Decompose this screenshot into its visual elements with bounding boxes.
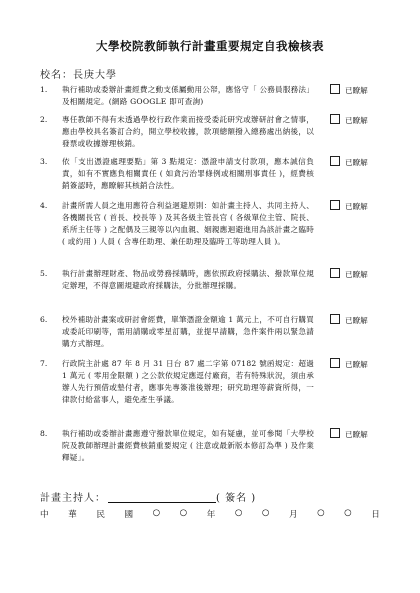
checkbox-square[interactable] — [330, 114, 340, 124]
item-text: 行政院主計處 87 年 8 月 31 日台 87 處二字第 07182 號函規定：超過 1 萬元 ( 零用金限額 ) 之公款依規定應逕付廠商，若有特殊狀況，須由承辦人先行預借或墊付者，應事先專簽准後辦理；研究助理等薪資所得，一律款付給當事人，避免產生爭議。 — [62, 359, 314, 404]
understood-checkbox[interactable] — [330, 314, 368, 327]
date-char: 月 — [288, 510, 298, 520]
checkbox-label: 已瞭解 — [345, 360, 368, 369]
checkbox-label: 已瞭解 — [345, 202, 368, 211]
signature-label: 計畫主持人： — [40, 493, 106, 504]
item-text: 依「支出憑證處理要點」第 3 點規定：憑證申請支付款項，應本誠信負責，如有不實應負相關責任 ( 如貪污治罪條例或相關刑事責任 )，經費核銷簽認時，應瞭解其核銷合法性。 — [62, 157, 314, 190]
item-number: 6. — [40, 315, 48, 324]
school-name: 校名：長庚大學 — [40, 70, 117, 81]
date-line — [40, 508, 380, 520]
item-text: 執行補助或委辦計畫經費之動支係屬動用公帑，應恪守「 公務員服務法」及相關規定。(網路 GOOGLE 即可查詢) — [62, 85, 315, 106]
date-char: 日 — [371, 510, 380, 520]
item-number: 5. — [40, 269, 48, 278]
checkbox-square[interactable] — [330, 268, 340, 278]
understood-checkbox[interactable] — [330, 84, 368, 97]
checkbox-square[interactable] — [330, 84, 340, 94]
checkbox-label: 已瞭解 — [345, 316, 368, 325]
checkbox-label: 已瞭解 — [345, 430, 368, 439]
date-char: ○ — [261, 508, 270, 518]
date-char: ○ — [344, 508, 352, 518]
date-char: ○ — [179, 508, 188, 518]
item-text: 執行補助或委辦計畫應遵守撥款單位規定，如有疑慮，並可參閱「大學校院及教師辦理計畫經費核銷重要規定 ( 注意或最新版本修訂為準 ) 及作業釋疑」。 — [62, 429, 314, 462]
date-char: 華 — [68, 510, 77, 520]
checkbox-square[interactable] — [330, 428, 340, 438]
item-text: 專任教師不得有未透過學校行政作業而接受委託研究或辦研討會之情事，應由學校具名簽訂合約，開立學校收據，款項總額撥入總務處出納後，以發票或收據辦理核銷。 — [62, 115, 314, 148]
item-text: 校外補助計畫案或研討會經費，單筆憑證金額逾 1 萬元上，不可自行購買或委託印刷等，需用請購或零星訂購，並提早請購，急件案件兩以緊急請購方式辦理。 — [62, 315, 314, 348]
checkbox-label: 已瞭解 — [345, 86, 368, 95]
item-number: 4. — [40, 201, 48, 210]
understood-checkbox[interactable] — [330, 428, 368, 441]
page-title: 大學校院教師執行計畫重要規定自我檢核表 — [96, 39, 324, 53]
date-char: 年 — [206, 510, 216, 520]
signature-line[interactable] — [108, 492, 216, 503]
checkbox-label: 已瞭解 — [345, 270, 368, 279]
item-number: 3. — [40, 157, 48, 166]
signature-row — [40, 489, 256, 504]
item-number: 2. — [40, 115, 48, 124]
item-text: 計畫所需人員之進用應符合利益迴避原則：如計畫主持人、共同主持人、各機關長官 ( 首長、校長等 ) 及其各級主管長官 ( 各級單位主管、院長、系所主任等 ) 之配偶及三親等以內血親、姻親應迴避進用為該計畫之臨時 ( 或約用 ) 人員 ( 含專任助理、兼任助理及臨時工等助理人員 )。 — [62, 201, 314, 246]
item-text: 執行計畫辦理財產、物品或勞務採購時，應依照政府採購法、撥款單位規定辦理，不得意圖規避政府採購法，分批辦理採購。 — [62, 269, 314, 290]
date-char: 民 — [96, 510, 105, 520]
understood-checkbox[interactable] — [330, 156, 368, 169]
checkbox-square[interactable] — [330, 156, 340, 166]
item-number: 7. — [40, 359, 48, 368]
checkbox-label: 已瞭解 — [345, 158, 368, 167]
understood-checkbox[interactable] — [330, 358, 368, 371]
checkbox-square[interactable] — [330, 358, 340, 368]
date-char: ○ — [234, 508, 243, 518]
date-char: ○ — [152, 508, 161, 518]
understood-checkbox[interactable] — [330, 114, 368, 127]
item-number: 8. — [40, 429, 48, 438]
date-char: ○ — [317, 508, 325, 518]
understood-checkbox[interactable] — [330, 200, 368, 213]
checkbox-square[interactable] — [330, 314, 340, 324]
signature-suffix: ( 簽名 ) — [216, 493, 257, 504]
date-char: 中 — [40, 510, 49, 520]
understood-checkbox[interactable] — [330, 268, 368, 281]
checkbox-square[interactable] — [330, 200, 340, 210]
item-number: 1. — [40, 85, 48, 94]
checkbox-label: 已瞭解 — [345, 116, 368, 125]
date-char: 國 — [124, 510, 134, 520]
